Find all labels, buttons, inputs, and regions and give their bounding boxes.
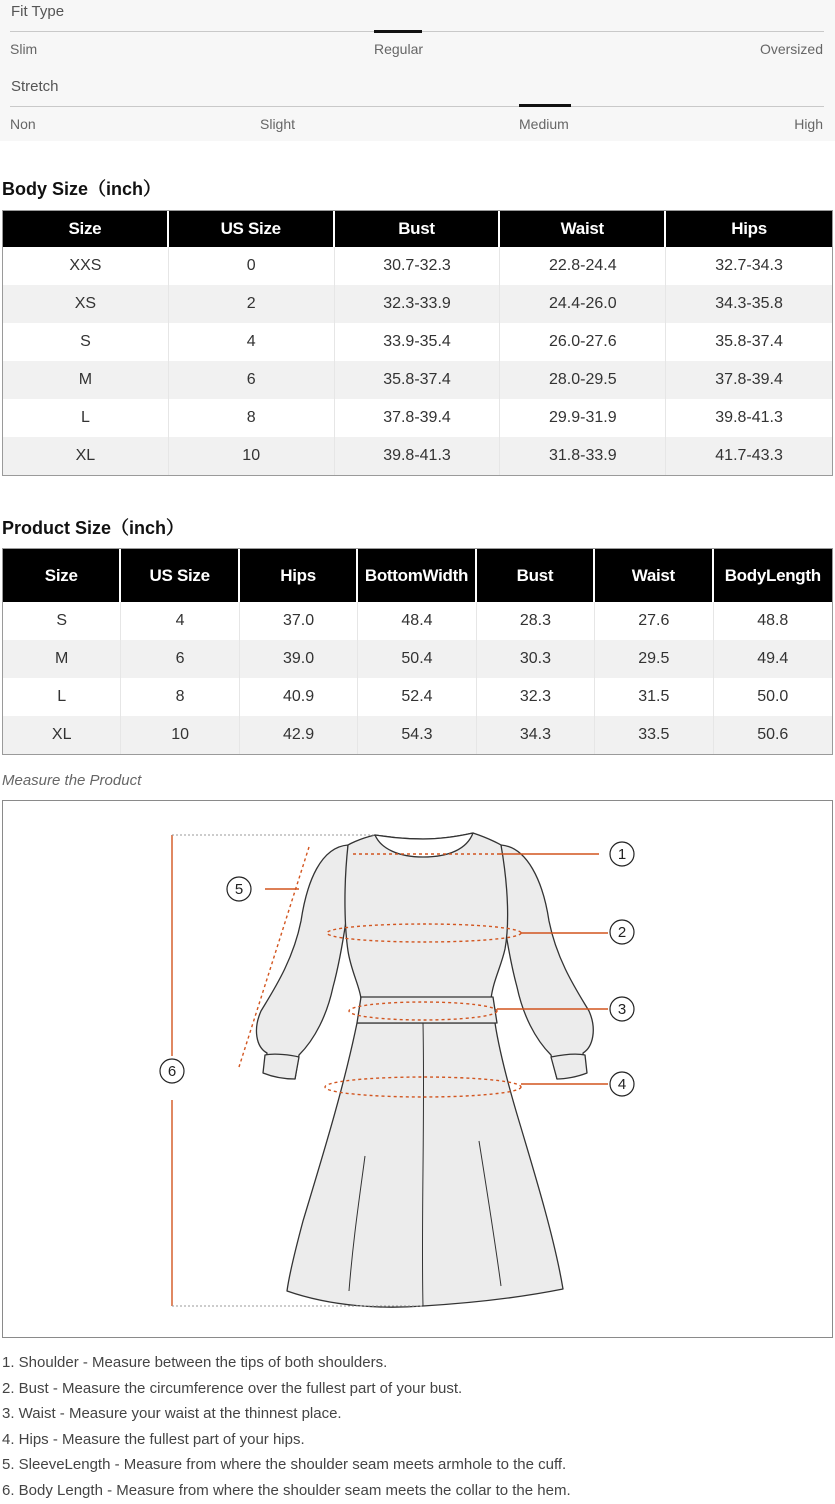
table-cell: M xyxy=(3,640,121,678)
table-cell: 30.3 xyxy=(477,640,595,678)
table-cell: XXS xyxy=(3,247,169,285)
product-size-header-row xyxy=(3,549,832,602)
callout-number: 6 xyxy=(167,1063,177,1080)
table-cell: 39.8-41.3 xyxy=(335,437,501,475)
fit-label-oversized: Oversized xyxy=(759,41,823,57)
dress-silhouette xyxy=(256,833,593,1307)
table-row xyxy=(3,323,832,361)
callout-number: 3 xyxy=(617,1001,627,1018)
table-cell: 30.7-32.3 xyxy=(335,247,501,285)
table-row xyxy=(3,247,832,285)
table-cell: 35.8-37.4 xyxy=(715,333,783,350)
table-cell: 32.3 xyxy=(477,678,595,716)
header-bust: Bust xyxy=(335,211,501,247)
header-size: Size xyxy=(3,211,169,247)
table-row xyxy=(3,602,832,640)
table-row xyxy=(3,285,832,323)
stretch-marker xyxy=(519,104,571,107)
body-size-header-row xyxy=(3,211,832,247)
note-body-length: 6. Body Length - Measure from where the shoulder seam meets the collar to the hem. xyxy=(2,1481,571,1499)
left-sleeve xyxy=(256,845,348,1079)
header-hips: Hips xyxy=(666,211,832,247)
callout-3 xyxy=(610,997,634,1021)
callout-1 xyxy=(610,842,634,866)
table-row xyxy=(3,361,832,399)
skirt xyxy=(287,1023,563,1307)
table-cell: 10 xyxy=(121,716,239,754)
header-waist: Waist xyxy=(595,549,713,602)
note-sleeve-length: 5. SleeveLength - Measure from where the shoulder seam meets armhole to the cuff. xyxy=(2,1456,567,1474)
note-bust: 2. Bust - Measure the circumference over the fullest part of your bust. xyxy=(2,1379,463,1397)
table-cell: 37.0 xyxy=(240,602,358,640)
callout-2 xyxy=(610,920,634,944)
table-cell: 28.3 xyxy=(477,602,595,640)
note-waist: 3. Waist - Measure your waist at the thinnest place. xyxy=(2,1405,342,1423)
table-row xyxy=(3,716,832,754)
table-cell: 48.8 xyxy=(757,612,789,629)
table-row xyxy=(3,437,832,475)
stretch-label-medium: Medium xyxy=(519,116,569,132)
header-us-size: US Size xyxy=(169,211,335,247)
table-cell: 34.3-35.8 xyxy=(666,285,832,323)
table-cell: 50.4 xyxy=(358,640,476,678)
header-size: Size xyxy=(3,549,121,602)
table-cell: 26.0-27.6 xyxy=(500,323,666,361)
table-cell: 35.8-37.4 xyxy=(335,361,501,399)
table-cell: 29.5 xyxy=(595,640,713,678)
measurement-notes xyxy=(2,1350,832,1504)
table-cell: 22.8-24.4 xyxy=(500,247,666,285)
fit-label-regular: Regular xyxy=(374,41,424,57)
table-cell: 49.4 xyxy=(714,640,832,678)
table-cell: 6 xyxy=(169,361,335,399)
table-cell: 4 xyxy=(121,602,239,640)
dress-illustration xyxy=(3,801,832,1337)
callout-number: 4 xyxy=(617,1076,627,1093)
fit-stretch-panel xyxy=(0,0,835,141)
table-cell: 41.7-43.3 xyxy=(666,437,832,475)
table-cell: 37.8-39.4 xyxy=(666,361,832,399)
table-cell: L xyxy=(3,678,121,716)
table-cell: 37.8-39.4 xyxy=(335,399,501,437)
stretch-scale xyxy=(10,106,824,107)
table-row xyxy=(3,399,832,437)
table-cell: 31.5 xyxy=(595,678,713,716)
table-cell: 48.4 xyxy=(358,602,476,640)
stretch-label-high: High xyxy=(794,116,823,132)
callout-number: 1 xyxy=(617,846,627,863)
body-size-title: Body Size（inch） xyxy=(2,179,162,199)
table-cell: 42.9 xyxy=(240,716,358,754)
table-cell: 29.9-31.9 xyxy=(500,399,666,437)
header-waist: Waist xyxy=(500,211,666,247)
table-cell: 8 xyxy=(121,678,239,716)
table-cell: XL xyxy=(3,437,169,475)
waistband xyxy=(357,997,497,1023)
table-cell: XS xyxy=(3,285,169,323)
stretch-label-slight: Slight xyxy=(260,116,296,132)
right-sleeve xyxy=(501,845,593,1079)
table-cell: 32.3-33.9 xyxy=(335,285,501,323)
table-cell: XL xyxy=(3,716,121,754)
table-cell: 31.8-33.9 xyxy=(500,437,666,475)
header-us-size: US Size xyxy=(121,549,239,602)
table-cell: L xyxy=(3,399,169,437)
table-cell: 6 xyxy=(121,640,239,678)
table-cell: 33.9-35.4 xyxy=(335,323,501,361)
measure-diagram xyxy=(2,800,833,1338)
fit-label-slim: Slim xyxy=(10,41,38,57)
fit-type-title: Fit Type xyxy=(11,3,65,20)
table-cell: 50.0 xyxy=(757,688,789,705)
table-cell: 50.6 xyxy=(714,716,832,754)
fit-type-marker xyxy=(374,30,422,33)
stretch-title: Stretch xyxy=(11,78,59,95)
callout-number: 5 xyxy=(234,881,244,898)
header-body-length: BodyLength xyxy=(714,549,832,602)
table-cell: 40.9 xyxy=(240,678,358,716)
table-cell: 28.0-29.5 xyxy=(500,361,666,399)
table-cell: 0 xyxy=(169,247,335,285)
table-cell: 39.0 xyxy=(240,640,358,678)
table-cell: 54.3 xyxy=(358,716,476,754)
table-cell: 4 xyxy=(169,323,335,361)
callout-number: 2 xyxy=(617,924,627,941)
header-hips: Hips xyxy=(240,549,358,602)
table-cell: 8 xyxy=(169,399,335,437)
table-cell: 33.5 xyxy=(595,716,713,754)
left-cuff xyxy=(263,1054,299,1079)
table-cell: M xyxy=(3,361,169,399)
table-cell: 52.4 xyxy=(358,678,476,716)
note-shoulder: 1. Shoulder - Measure between the tips of both shoulders. xyxy=(2,1354,388,1371)
product-size-table xyxy=(2,548,833,755)
table-cell: 2 xyxy=(169,285,335,323)
bodice xyxy=(345,833,508,999)
product-size-title: Product Size（inch） xyxy=(2,518,185,538)
table-cell: 34.3 xyxy=(477,716,595,754)
table-row xyxy=(3,640,832,678)
measure-caption: Measure the Product xyxy=(2,772,142,789)
table-cell: 32.7-34.3 xyxy=(715,257,783,274)
table-cell: 39.8-41.3 xyxy=(715,409,783,426)
header-bottom-width: BottomWidth xyxy=(358,549,476,602)
table-cell: 10 xyxy=(169,437,335,475)
note-hips: 4. Hips - Measure the fullest part of your hips. xyxy=(2,1430,305,1448)
table-cell: 27.6 xyxy=(595,602,713,640)
table-cell: S xyxy=(3,602,121,640)
table-cell: S xyxy=(3,323,169,361)
table-cell: 24.4-26.0 xyxy=(500,285,666,323)
callout-6 xyxy=(160,1059,184,1083)
callout-5 xyxy=(227,877,251,901)
table-row xyxy=(3,678,832,716)
body-size-table xyxy=(2,210,833,476)
header-bust: Bust xyxy=(477,549,595,602)
stretch-label-non: Non xyxy=(10,116,36,132)
callout-4 xyxy=(610,1072,634,1096)
right-cuff xyxy=(551,1054,587,1079)
